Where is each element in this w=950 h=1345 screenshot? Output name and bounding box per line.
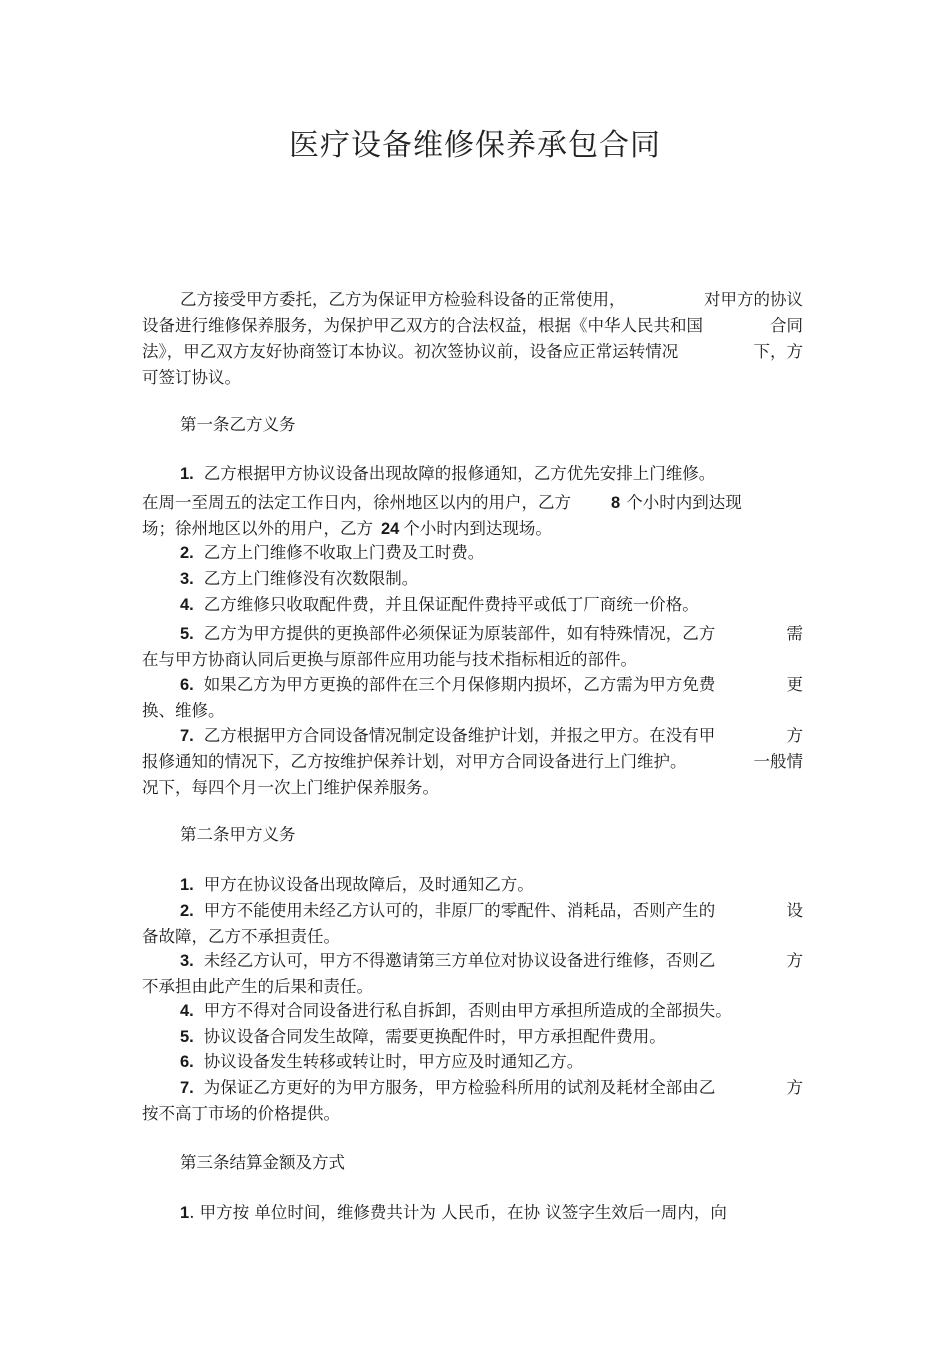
item-number: 3. [180, 570, 194, 588]
article-2-item-4 [180, 998, 732, 1024]
article-2-item-5 [180, 1024, 666, 1050]
item-text: 乙方根据甲方协议设备出现故障的报修通知，乙方优先安排上门维修。 [203, 464, 716, 483]
intro-line-2 [142, 313, 803, 339]
item-number: 6. [180, 1053, 194, 1071]
item-text: 甲方不得对合同设备进行私自拆卸，否则由甲方承担所造成的全部损失。 [203, 1001, 732, 1020]
response-hours-local: 8 [611, 494, 621, 512]
item-text-tail: 方 [786, 951, 803, 970]
item-number: 7. [180, 727, 194, 745]
item-text: 场；徐州地区以外的用户，乙方 [142, 519, 373, 538]
item-text-tail: 更 [786, 675, 803, 694]
item-text-tail: 设 [786, 901, 803, 920]
article-3-heading: 第三条结算金额及方式 [180, 1153, 345, 1172]
item-number: 6. [180, 676, 194, 694]
article-3-item-1 [180, 1200, 727, 1226]
item-text-tail: 一般情 [753, 752, 803, 771]
item-text: 协议设备合同发生故障，需要更换配件时，甲方承担配件费用。 [203, 1027, 666, 1046]
intro-text: 合同 [770, 316, 803, 335]
article-1-item-7 [180, 723, 803, 749]
intro-text: 对甲方的协议 [704, 290, 803, 309]
article-2-item-3 [180, 948, 803, 974]
item-text: 乙方上门维修不收取上门费及工时费。 [203, 543, 485, 562]
item-text: 乙方根据甲方合同设备情况制定设备维护计划，并报之甲方。在没有甲 [203, 726, 716, 745]
item-number: 3. [180, 952, 194, 970]
item-number: 2. [180, 544, 194, 562]
article-2-heading: 第二条甲方义务 [180, 825, 296, 844]
article-2-item-7-cont: 按不高丁市场的价格提供。 [142, 1104, 340, 1123]
article-2-item-3-cont: 不承担由此产生的后果和责任。 [142, 977, 373, 996]
item-text-tail: 需 [786, 624, 803, 643]
article-2-item-1 [180, 872, 534, 898]
item-text: 在周一至周五的法定工作日内，徐州地区以内的用户，乙方 [142, 493, 571, 512]
item-text-tail: 方 [786, 1078, 803, 1097]
item-text: 报修通知的情况下，乙方按维护保养计划，对甲方合同设备进行上门维护。 [142, 752, 687, 771]
article-1-item-7-cont-2: 况下，每四个月一次上门维护保养服务。 [142, 778, 439, 797]
item-number: 7. [180, 1079, 194, 1097]
item-text: 乙方为甲方提供的更换部件必须保证为原装部件，如有特殊情况，乙方 [203, 624, 716, 643]
intro-text: 设备进行维修保养服务，为保护甲乙双方的合法权益，根据《中华人民共和国 [142, 316, 703, 335]
item-text: 个小时内到达现 [626, 493, 742, 512]
item-text: 甲方不能使用未经乙方认可的，非原厂的零配件、消耗品，否则产生的 [203, 901, 716, 920]
article-1-item-4 [180, 592, 699, 618]
item-text: 为保证乙方更好的为甲方服务，甲方检验科所用的试剂及耗材全部由乙 [203, 1078, 716, 1097]
article-1-item-6 [180, 672, 803, 698]
item-text-tail: 方 [786, 726, 803, 745]
article-2-item-2-cont: 备故障，乙方不承担责任。 [142, 927, 340, 946]
intro-line-1 [180, 287, 803, 313]
item-number: 1 [180, 1204, 190, 1222]
article-1-item-1-cont-1 [142, 490, 742, 516]
article-1-item-5-cont: 在与甲方协商认同后更换与原部件应用功能与技术指标相近的部件。 [142, 650, 637, 669]
item-text: 甲方在协议设备出现故障后，及时通知乙方。 [203, 875, 534, 894]
item-text: 乙方维修只收取配件费，并且保证配件费持平或低丁厂商统一价格。 [203, 595, 699, 614]
article-1-item-3 [180, 566, 418, 592]
article-1-item-6-cont: 换、维修。 [142, 701, 225, 720]
item-text: 个小时内到达现场。 [403, 519, 552, 538]
article-2-item-2 [180, 898, 803, 924]
item-text: 如果乙方为甲方更换的部件在三个月保修期内损坏，乙方需为甲方免费 [203, 675, 716, 694]
article-1-heading: 第一条乙方义务 [180, 415, 296, 434]
response-hours-remote: 24 [381, 520, 400, 538]
item-text: 协议设备发生转移或转让时，甲方应及时通知乙方。 [203, 1052, 584, 1071]
item-number: 1. [180, 465, 194, 483]
item-number: 5. [180, 625, 194, 643]
article-1-item-1-cont-2 [142, 516, 552, 542]
article-2-item-7 [180, 1075, 803, 1101]
article-1-item-1 [180, 461, 715, 487]
article-1-item-7-cont-1 [142, 749, 803, 775]
item-number: 4. [180, 596, 194, 614]
intro-line-3 [142, 339, 803, 365]
intro-line-4: 可签订协议。 [142, 368, 241, 387]
article-2-item-6 [180, 1049, 583, 1075]
item-text: . 甲方按 单位时间，维修费共计为 人民币，在协 议签字生效后一周内，向 [189, 1203, 727, 1222]
article-1-item-2 [180, 540, 484, 566]
item-number: 2. [180, 902, 194, 920]
article-1-item-5 [180, 621, 803, 647]
item-text: 乙方上门维修没有次数限制。 [203, 569, 419, 588]
intro-text: 下，方 [753, 342, 803, 361]
intro-text: 乙方接受甲方委托，乙方为保证甲方检验科设备的正常使用， [180, 290, 626, 309]
intro-text: 法》，甲乙双方友好协商签订本协议。初次签协议前，设备应正常运转情况 [142, 342, 679, 361]
item-text: 未经乙方认可，甲方不得邀请第三方单位对协议设备进行维修，否则乙 [203, 951, 716, 970]
item-number: 1. [180, 876, 194, 894]
item-number: 5. [180, 1028, 194, 1046]
document-title: 医疗设备维修保养承包合同 [289, 128, 661, 163]
item-number: 4. [180, 1002, 194, 1020]
